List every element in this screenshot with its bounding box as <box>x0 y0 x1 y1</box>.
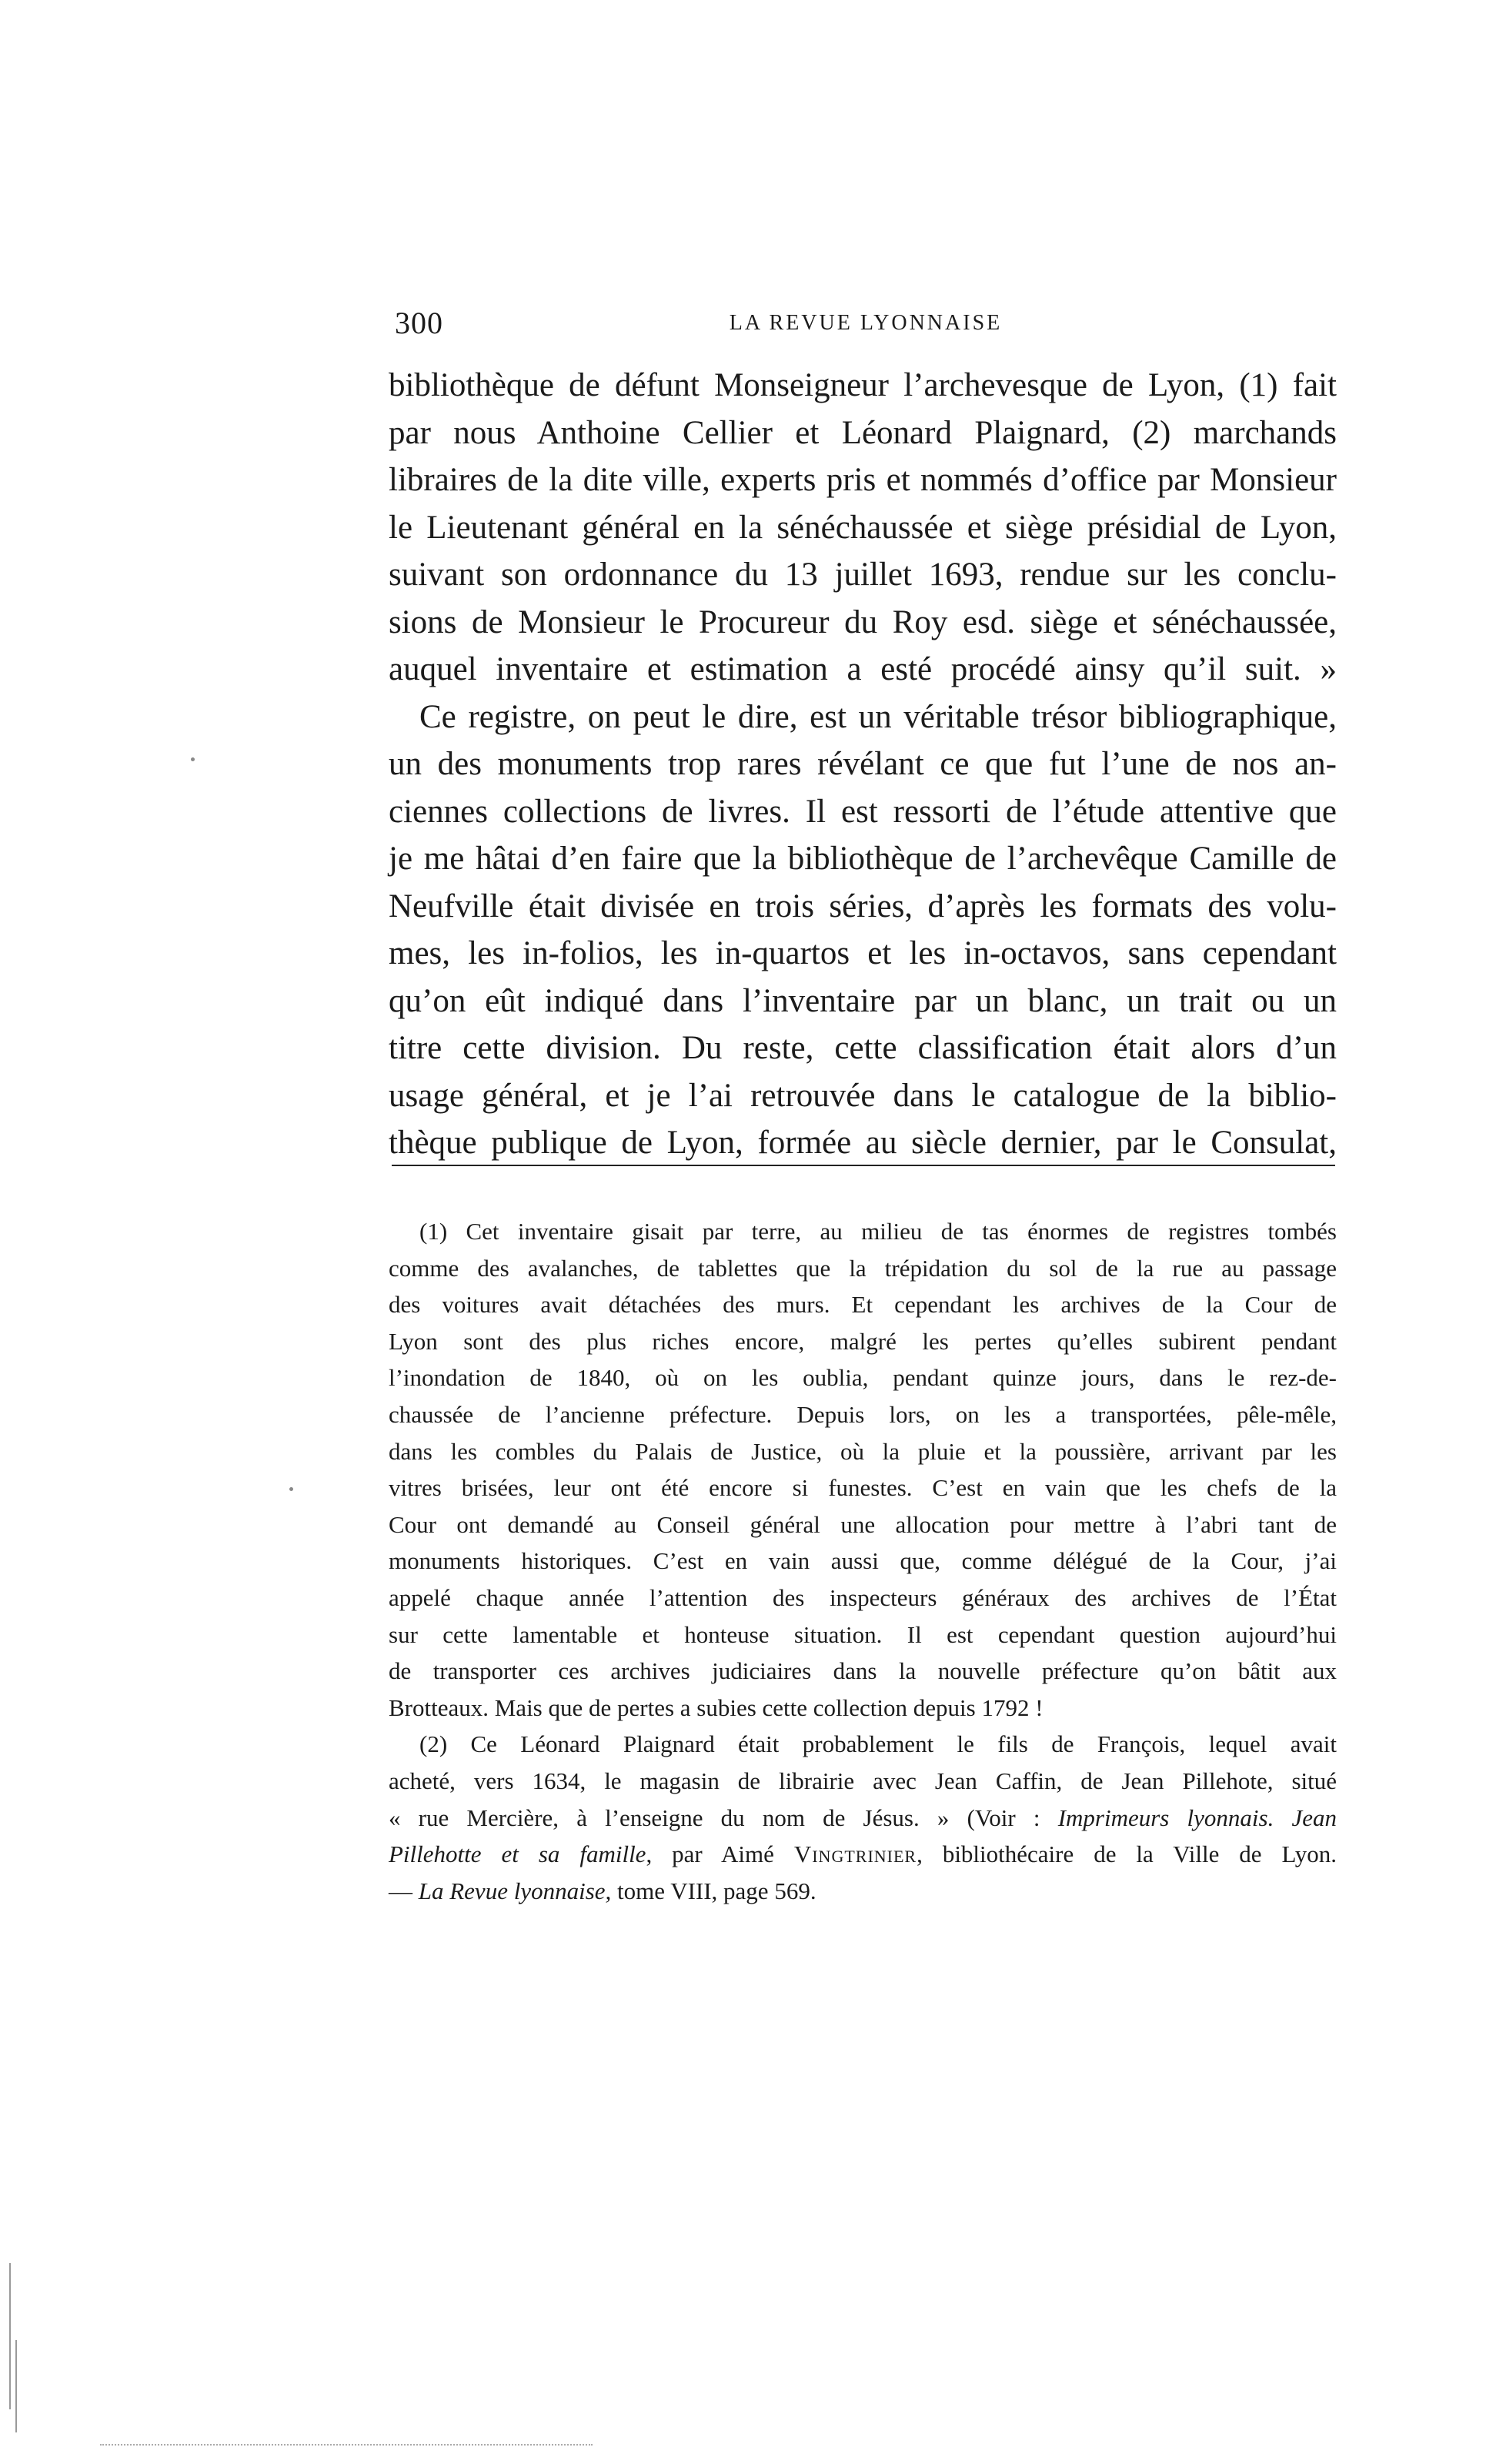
journal-title: LA REVUE LYONNAISE <box>729 311 1003 335</box>
text-line: mes, les in-folios, les in-quartos et les in-octavos, sans cependant <box>389 935 1337 971</box>
text-line: qu’on eût indiqué dans l’inventaire par un blanc, un trait ou un <box>389 982 1337 1019</box>
footnote-1 <box>389 1213 1337 1726</box>
text-line: Neufville était divisée en trois séries, d’après les formats des volu- <box>389 888 1337 924</box>
text-line: je me hâtai d’en faire que la bibliothèque de l’archevêque Camille de <box>389 841 1337 877</box>
footnote-text: « rue Mercière, à l’enseigne du nom de Jésus. » (Voir : <box>389 1804 1058 1831</box>
text-line: suivant son ordonnance du 13 juillet 1693, rendue sur les conclu- <box>389 557 1337 593</box>
footnotes <box>389 1213 1337 1909</box>
footnote-line: de transporter ces archives judiciaires dans la nouvelle préfecture qu’on bâtit aux <box>389 1657 1337 1685</box>
main-text <box>389 362 1337 1167</box>
author-name: Vingtrinier <box>793 1840 917 1868</box>
footnote-line <box>389 1873 1337 1910</box>
footnote-line: Cour ont demandé au Conseil général une allocation pour mettre à l’abri tant de <box>389 1510 1337 1538</box>
footnote-line <box>389 1836 1337 1873</box>
text-line: un des monuments trop rares révélant ce que fut l’une de nos an- <box>389 746 1337 782</box>
text-line: Ce registre, on peut le dire, est un véritable trésor bibliographique, <box>419 698 1337 735</box>
footnote-separator <box>392 1165 1335 1166</box>
footnote-line: appelé chaque année l’attention des inspecteurs généraux des archives de l’État <box>389 1583 1337 1611</box>
scan-bottom-marks <box>100 2444 593 2449</box>
scan-speck <box>289 1487 293 1491</box>
text-line: libraires de la dite ville, experts pris et nommés d’office par Monsieur <box>389 462 1337 498</box>
footnote-text: — <box>389 1877 419 1904</box>
footnote-text: tome VIII, page 569. <box>611 1877 816 1904</box>
text-line: titre cette division. Du reste, cette classification était alors d’un <box>389 1030 1337 1066</box>
footnote-line: Lyon sont des plus riches encore, malgré les pertes qu’elles subirent pendant <box>389 1327 1337 1355</box>
footnote-2 <box>389 1726 1337 1909</box>
footnote-line: Brotteaux. Mais que de pertes a subies cette collection depuis 1792 ! <box>389 1693 1044 1721</box>
page-number: 300 <box>395 306 443 340</box>
footnote-line: monuments historiques. C’est en vain aussi que, comme délégué de la Cour, j’ai <box>389 1547 1337 1575</box>
text-line: ciennes collections de livres. Il est ressorti de l’étude attentive que <box>389 793 1337 830</box>
text-line: sions de Monsieur le Procureur du Roy esd. siège et sénéchaussée, <box>389 603 1337 640</box>
text-line: bibliothèque de défunt Monseigneur l’archevesque de Lyon, (1) fait <box>389 367 1337 403</box>
text-line: thèque publique de Lyon, formée au siècle dernier, par le Consulat, <box>389 1125 1337 1161</box>
text-line: par nous Anthoine Cellier et Léonard Plaignard, (2) marchands <box>389 414 1337 451</box>
text-line: le Lieutenant général en la sénéchaussée et siège présidial de Lyon, <box>389 509 1337 546</box>
cited-title: Pillehotte et sa famille <box>389 1840 646 1868</box>
cited-title: Imprimeurs lyonnais. Jean <box>1057 1804 1337 1831</box>
running-head <box>395 305 1337 351</box>
footnote-line: dans les combles du Palais de Justice, où la pluie et la poussière, arrivant par les <box>389 1437 1337 1465</box>
scan-speck <box>191 757 195 761</box>
footnote-text: , bibliothécaire de la Ville de Lyon. <box>917 1840 1337 1868</box>
footnote-text: , par Aimé <box>646 1840 794 1868</box>
footnote-line: (2) Ce Léonard Plaignard était probablement le fils de François, lequel avait <box>419 1730 1337 1758</box>
footnote-line <box>389 1800 1337 1837</box>
text-line: usage général, et je l’ai retrouvée dans le catalogue de la biblio- <box>389 1077 1337 1114</box>
footnote-line: chaussée de l’ancienne préfecture. Depuis lors, on les a transportées, pêle-mêle, <box>389 1400 1337 1428</box>
footnote-line: comme des avalanches, de tablettes que la trépidation du sol de la rue au passage <box>389 1254 1337 1282</box>
cited-title: La Revue lyonnaise, <box>418 1877 612 1904</box>
footnote-line: (1) Cet inventaire gisait par terre, au milieu de tas énormes de registres tombés <box>419 1218 1337 1245</box>
scan-edge-line <box>15 2340 17 2432</box>
scan-edge-line <box>9 2263 11 2409</box>
footnote-line: vitres brisées, leur ont été encore si funestes. C’est en vain que les chefs de la <box>389 1474 1337 1502</box>
footnote-line: des voitures avait détachées des murs. Et cependant les archives de la Cour de <box>389 1291 1337 1319</box>
footnote-line: l’inondation de 1840, où on les oublia, pendant quinze jours, dans le rez-de- <box>389 1364 1337 1392</box>
footnote-line: acheté, vers 1634, le magasin de librairie avec Jean Caffin, de Jean Pillehote, situé <box>389 1767 1337 1794</box>
footnote-line: sur cette lamentable et honteuse situation. Il est cependant question aujourd’hui <box>389 1620 1337 1648</box>
text-line: auquel inventaire et estimation a esté procédé ainsy qu’il suit. » <box>389 651 1337 687</box>
